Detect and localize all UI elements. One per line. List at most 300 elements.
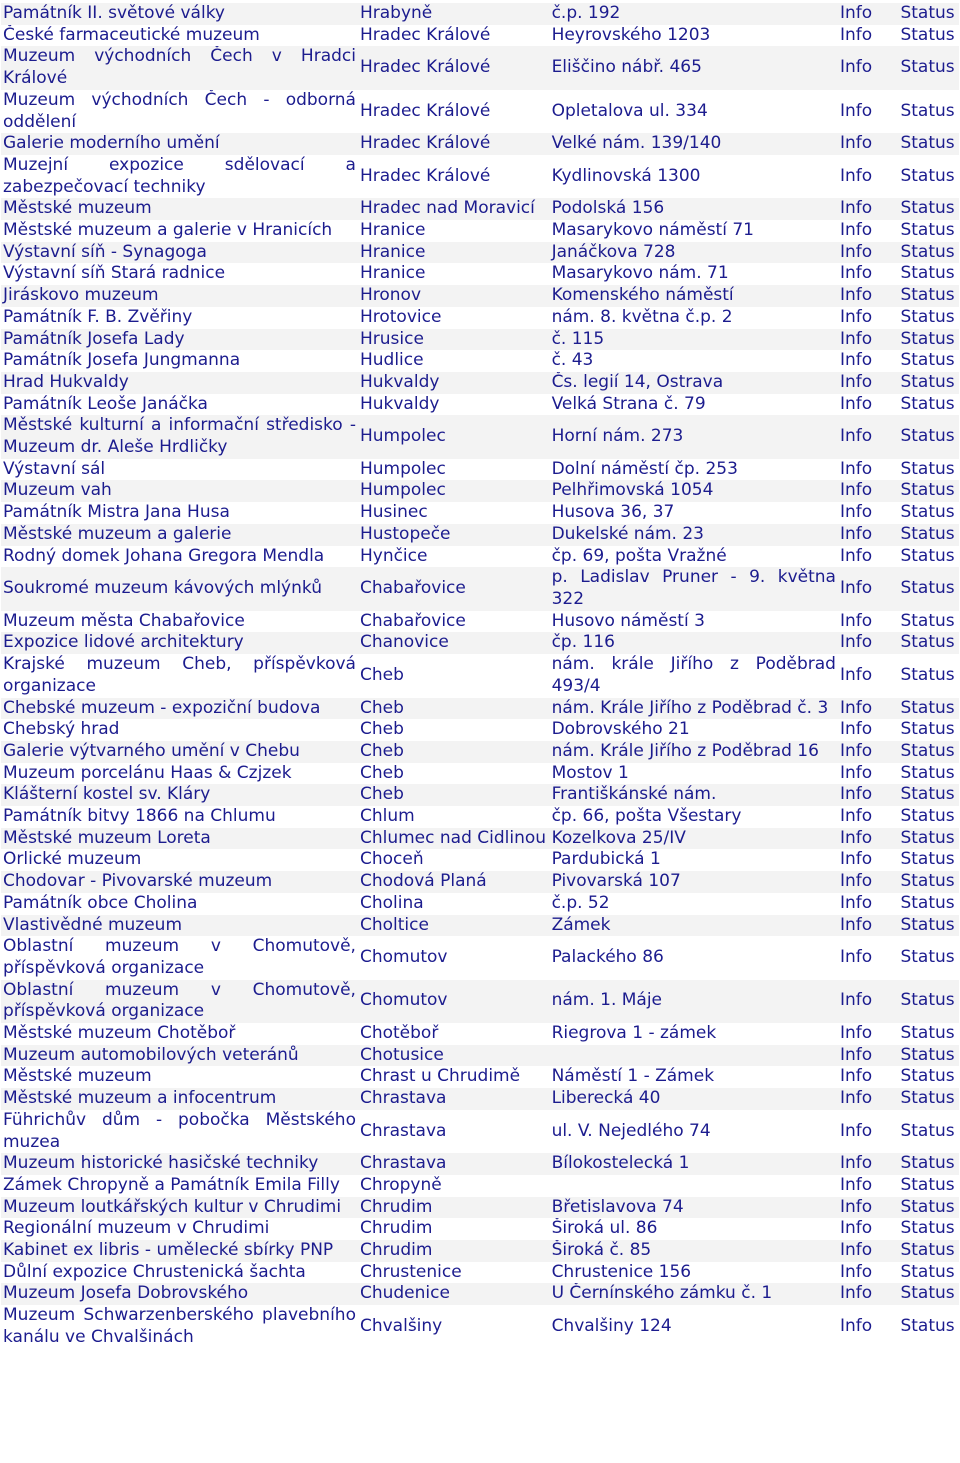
city-cell: Chrastava bbox=[358, 1153, 550, 1175]
table-row bbox=[1, 25, 959, 47]
address-cell: Břetislavova 74 bbox=[550, 1197, 838, 1219]
museum-name-cell: Galerie výtvarného umění v Chebu bbox=[1, 741, 358, 763]
museum-name-cell: Památník F. B. Zvěřiny bbox=[1, 307, 358, 329]
address-cell: U Černínského zámku č. 1 bbox=[550, 1283, 838, 1305]
info-link[interactable]: Info bbox=[838, 3, 899, 25]
info-link[interactable]: Info bbox=[838, 459, 899, 481]
museum-name-cell: Muzejní expozice sdělovací a zabezpečovací techniky bbox=[3, 154, 356, 197]
table-row bbox=[1, 719, 959, 741]
museum-name-cell: Muzeum loutkářských kultur v Chrudimi bbox=[1, 1197, 358, 1219]
city-cell: Cheb bbox=[358, 784, 550, 806]
table-row bbox=[1, 1088, 959, 1110]
status-link[interactable]: Status bbox=[898, 307, 959, 329]
info-link[interactable]: Info bbox=[838, 1110, 899, 1153]
museum-name-cell: Památník bitvy 1866 na Chlumu bbox=[1, 806, 358, 828]
city-cell: Chabařovice bbox=[358, 611, 550, 633]
museum-name-cell: Městské muzeum Chotěboř bbox=[1, 1023, 358, 1045]
address-cell: nám. krále Jiřího z Poděbrad 493/4 bbox=[551, 654, 836, 696]
status-link[interactable]: Status bbox=[898, 936, 959, 979]
city-cell: Choceň bbox=[358, 849, 550, 871]
status-link[interactable]: Status bbox=[898, 459, 959, 481]
status-link[interactable]: Status bbox=[898, 1262, 959, 1284]
city-cell: Chlumec nad Cidlinou bbox=[358, 828, 550, 850]
status-link[interactable]: Status bbox=[898, 263, 959, 285]
status-link[interactable]: Status bbox=[898, 502, 959, 524]
info-link[interactable]: Info bbox=[838, 242, 899, 264]
address-cell: nám. 8. května č.p. 2 bbox=[550, 307, 838, 329]
info-link[interactable]: Info bbox=[838, 415, 899, 458]
city-cell: Humpolec bbox=[358, 459, 550, 481]
status-link[interactable]: Status bbox=[898, 198, 959, 220]
city-cell: Chotusice bbox=[358, 1045, 550, 1067]
info-link[interactable]: Info bbox=[838, 350, 899, 372]
status-link[interactable]: Status bbox=[898, 698, 959, 720]
city-cell: Hradec Králové bbox=[358, 155, 550, 198]
table-row bbox=[1, 1305, 959, 1348]
status-link[interactable]: Status bbox=[898, 242, 959, 264]
city-cell: Choltice bbox=[358, 915, 550, 937]
status-link[interactable]: Status bbox=[898, 1283, 959, 1305]
address-cell: ul. V. Nejedlého 74 bbox=[550, 1110, 838, 1153]
city-cell: Chodová Planá bbox=[358, 871, 550, 893]
info-link[interactable]: Info bbox=[838, 698, 899, 720]
info-link[interactable]: Info bbox=[838, 25, 899, 47]
status-link[interactable]: Status bbox=[898, 25, 959, 47]
table-row bbox=[1, 1262, 959, 1284]
museum-name-cell: Galerie moderního umění bbox=[1, 133, 358, 155]
museum-name-cell: Vlastivědné muzeum bbox=[1, 915, 358, 937]
address-cell: Dukelské nám. 23 bbox=[550, 524, 838, 546]
status-link[interactable]: Status bbox=[898, 893, 959, 915]
city-cell: Hukvaldy bbox=[358, 372, 550, 394]
museum-name-cell: Památník Mistra Jana Husa bbox=[1, 502, 358, 524]
city-cell: Chudenice bbox=[358, 1283, 550, 1305]
address-cell: Pardubická 1 bbox=[550, 849, 838, 871]
city-cell: Hradec Králové bbox=[358, 25, 550, 47]
info-link[interactable]: Info bbox=[838, 502, 899, 524]
address-cell: čp. 66, pošta Všestary bbox=[550, 806, 838, 828]
status-link[interactable]: Status bbox=[898, 915, 959, 937]
museum-name-cell: Muzeum východních Čech - odborná oddělení bbox=[3, 89, 356, 132]
museum-name-cell: Výstavní sál bbox=[1, 459, 358, 481]
address-cell: čp. 69, pošta Vražné bbox=[550, 546, 838, 568]
status-link[interactable]: Status bbox=[898, 546, 959, 568]
info-link[interactable]: Info bbox=[838, 632, 899, 654]
status-link[interactable]: Status bbox=[898, 1023, 959, 1045]
table-row bbox=[1, 524, 959, 546]
info-link[interactable]: Info bbox=[838, 90, 899, 133]
address-cell: Kozelkova 25/IV bbox=[550, 828, 838, 850]
table-row bbox=[1, 90, 959, 133]
status-link[interactable]: Status bbox=[898, 741, 959, 763]
status-link[interactable]: Status bbox=[898, 46, 959, 89]
table-row bbox=[1, 828, 959, 850]
table-row bbox=[1, 415, 959, 458]
status-link[interactable]: Status bbox=[898, 849, 959, 871]
address-cell: Janáčkova 728 bbox=[550, 242, 838, 264]
address-cell: Husovo náměstí 3 bbox=[550, 611, 838, 633]
status-link[interactable]: Status bbox=[898, 285, 959, 307]
table-row bbox=[1, 1175, 959, 1197]
museum-name-cell: Chodovar - Pivovarské muzeum bbox=[1, 871, 358, 893]
address-cell: Dobrovského 21 bbox=[550, 719, 838, 741]
info-link[interactable]: Info bbox=[838, 329, 899, 351]
status-link[interactable]: Status bbox=[898, 394, 959, 416]
museum-name-cell: Památník obce Cholina bbox=[1, 893, 358, 915]
info-link[interactable]: Info bbox=[838, 394, 899, 416]
city-cell: Hradec Králové bbox=[358, 90, 550, 133]
city-cell: Husinec bbox=[358, 502, 550, 524]
status-link[interactable]: Status bbox=[898, 1110, 959, 1153]
museum-name-cell: Památník Josefa Lady bbox=[1, 329, 358, 351]
status-link[interactable]: Status bbox=[898, 133, 959, 155]
address-cell: Bílokostelecká 1 bbox=[550, 1153, 838, 1175]
status-link[interactable]: Status bbox=[898, 1197, 959, 1219]
table-row bbox=[1, 1045, 959, 1067]
info-link[interactable]: Info bbox=[838, 198, 899, 220]
city-cell: Chrudim bbox=[358, 1240, 550, 1262]
table-row bbox=[1, 502, 959, 524]
table-row bbox=[1, 654, 959, 697]
address-cell: Chvalšiny 124 bbox=[550, 1305, 838, 1348]
museum-name-cell: Muzeum Josefa Dobrovského bbox=[1, 1283, 358, 1305]
table-row bbox=[1, 155, 959, 198]
table-row bbox=[1, 263, 959, 285]
table-row bbox=[1, 220, 959, 242]
museum-name-cell: Oblastní muzeum v Chomutově, příspěvková organizace bbox=[3, 936, 356, 978]
table-row bbox=[1, 307, 959, 329]
table-row bbox=[1, 1240, 959, 1262]
status-link[interactable]: Status bbox=[898, 1153, 959, 1175]
city-cell: Cheb bbox=[358, 741, 550, 763]
status-link[interactable]: Status bbox=[898, 828, 959, 850]
status-link[interactable]: Status bbox=[898, 480, 959, 502]
city-cell: Chomutov bbox=[358, 980, 550, 1023]
city-cell: Chvalšiny bbox=[358, 1305, 550, 1348]
status-link[interactable]: Status bbox=[898, 632, 959, 654]
museum-name-cell: Kabinet ex libris - umělecké sbírky PNP bbox=[1, 1240, 358, 1262]
museum-name-cell: Městské muzeum bbox=[1, 198, 358, 220]
city-cell: Chrudim bbox=[358, 1218, 550, 1240]
table-row bbox=[1, 632, 959, 654]
status-link[interactable]: Status bbox=[898, 372, 959, 394]
museum-name-cell: Výstavní síň Stará radnice bbox=[1, 263, 358, 285]
table-row bbox=[1, 567, 959, 610]
address-cell: Masarykovo nám. 71 bbox=[550, 263, 838, 285]
museum-name-cell: Městské muzeum a infocentrum bbox=[1, 1088, 358, 1110]
status-link[interactable]: Status bbox=[898, 415, 959, 458]
status-link[interactable]: Status bbox=[898, 524, 959, 546]
status-link[interactable]: Status bbox=[898, 1066, 959, 1088]
info-link[interactable]: Info bbox=[838, 372, 899, 394]
info-link[interactable]: Info bbox=[838, 980, 899, 1023]
city-cell: Hradec nad Moravicí bbox=[358, 198, 550, 220]
info-link[interactable]: Info bbox=[838, 263, 899, 285]
info-link[interactable]: Info bbox=[838, 1262, 899, 1284]
info-link[interactable]: Info bbox=[838, 1283, 899, 1305]
table-row bbox=[1, 394, 959, 416]
status-link[interactable]: Status bbox=[898, 1175, 959, 1197]
table-row bbox=[1, 546, 959, 568]
status-link[interactable]: Status bbox=[898, 3, 959, 25]
table-row bbox=[1, 806, 959, 828]
city-cell: Hrusice bbox=[358, 329, 550, 351]
museum-table-body bbox=[1, 3, 959, 1349]
info-link[interactable]: Info bbox=[838, 546, 899, 568]
address-cell: č.p. 52 bbox=[550, 893, 838, 915]
city-cell: Chrast u Chrudimě bbox=[358, 1066, 550, 1088]
status-link[interactable]: Status bbox=[898, 155, 959, 198]
info-link[interactable]: Info bbox=[838, 893, 899, 915]
table-row bbox=[1, 329, 959, 351]
info-link[interactable]: Info bbox=[838, 524, 899, 546]
table-row bbox=[1, 936, 959, 979]
city-cell: Cheb bbox=[358, 698, 550, 720]
status-link[interactable]: Status bbox=[898, 763, 959, 785]
museum-name-cell: Muzeum města Chabařovice bbox=[1, 611, 358, 633]
address-cell bbox=[550, 1045, 838, 1067]
address-cell: Horní nám. 273 bbox=[550, 415, 838, 458]
museum-name-cell: České farmaceutické muzeum bbox=[1, 25, 358, 47]
city-cell: Chrudim bbox=[358, 1197, 550, 1219]
address-cell: Pelhřimovská 1054 bbox=[550, 480, 838, 502]
address-cell: Heyrovského 1203 bbox=[550, 25, 838, 47]
info-link[interactable]: Info bbox=[838, 1066, 899, 1088]
status-link[interactable]: Status bbox=[898, 611, 959, 633]
info-link[interactable]: Info bbox=[838, 46, 899, 89]
city-cell: Chlum bbox=[358, 806, 550, 828]
table-row bbox=[1, 1283, 959, 1305]
info-link[interactable]: Info bbox=[838, 719, 899, 741]
museum-name-cell: Památník Josefa Jungmanna bbox=[1, 350, 358, 372]
museum-name-cell: Památník Leoše Janáčka bbox=[1, 394, 358, 416]
address-cell: Husova 36, 37 bbox=[550, 502, 838, 524]
status-link[interactable]: Status bbox=[898, 980, 959, 1023]
city-cell: Humpolec bbox=[358, 480, 550, 502]
info-link[interactable]: Info bbox=[838, 567, 899, 610]
table-row bbox=[1, 915, 959, 937]
table-row bbox=[1, 285, 959, 307]
info-link[interactable]: Info bbox=[838, 763, 899, 785]
info-link[interactable]: Info bbox=[838, 828, 899, 850]
address-cell: p. Ladislav Pruner - 9. května 322 bbox=[551, 567, 836, 609]
museum-name-cell: Orlické muzeum bbox=[1, 849, 358, 871]
city-cell: Hynčice bbox=[358, 546, 550, 568]
info-link[interactable]: Info bbox=[838, 741, 899, 763]
info-link[interactable]: Info bbox=[838, 1197, 899, 1219]
table-row bbox=[1, 611, 959, 633]
city-cell: Chrastava bbox=[358, 1088, 550, 1110]
city-cell: Hrotovice bbox=[358, 307, 550, 329]
info-link[interactable]: Info bbox=[838, 285, 899, 307]
table-row bbox=[1, 242, 959, 264]
museum-name-cell: Hrad Hukvaldy bbox=[1, 372, 358, 394]
city-cell: Chrastava bbox=[358, 1110, 550, 1153]
status-link[interactable]: Status bbox=[898, 1045, 959, 1067]
museum-name-cell: Důlní expozice Chrustenická šachta bbox=[1, 1262, 358, 1284]
info-link[interactable]: Info bbox=[838, 307, 899, 329]
museum-name-cell: Regionální muzeum v Chrudimi bbox=[1, 1218, 358, 1240]
city-cell: Hradec Králové bbox=[358, 133, 550, 155]
museum-name-cell: Rodný domek Johana Gregora Mendla bbox=[1, 546, 358, 568]
address-cell: Františkánské nám. bbox=[550, 784, 838, 806]
museum-name-cell: Muzeum historické hasičské techniky bbox=[1, 1153, 358, 1175]
status-link[interactable]: Status bbox=[898, 567, 959, 610]
museum-name-cell: Krajské muzeum Cheb, příspěvková organizace bbox=[3, 654, 356, 696]
status-link[interactable]: Status bbox=[898, 350, 959, 372]
city-cell: Hustopeče bbox=[358, 524, 550, 546]
info-link[interactable]: Info bbox=[838, 611, 899, 633]
table-row bbox=[1, 1066, 959, 1088]
address-cell: Masarykovo náměstí 71 bbox=[550, 220, 838, 242]
address-cell bbox=[550, 1175, 838, 1197]
table-row bbox=[1, 871, 959, 893]
status-link[interactable]: Status bbox=[898, 1088, 959, 1110]
table-row bbox=[1, 3, 959, 25]
status-link[interactable]: Status bbox=[898, 784, 959, 806]
info-link[interactable]: Info bbox=[838, 133, 899, 155]
address-cell: Kydlinovská 1300 bbox=[550, 155, 838, 198]
status-link[interactable]: Status bbox=[898, 871, 959, 893]
status-link[interactable]: Status bbox=[898, 1305, 959, 1348]
info-link[interactable]: Info bbox=[838, 806, 899, 828]
info-link[interactable]: Info bbox=[838, 220, 899, 242]
address-cell: Zámek bbox=[550, 915, 838, 937]
city-cell: Cheb bbox=[358, 763, 550, 785]
address-cell: č.p. 192 bbox=[550, 3, 838, 25]
table-row bbox=[1, 1110, 959, 1153]
museum-name-cell: Führichův dům - pobočka Městského muzea bbox=[3, 1109, 356, 1152]
address-cell: Opletalova ul. 334 bbox=[550, 90, 838, 133]
table-row bbox=[1, 784, 959, 806]
status-link[interactable]: Status bbox=[898, 719, 959, 741]
info-link[interactable]: Info bbox=[838, 1023, 899, 1045]
city-cell: Chotěboř bbox=[358, 1023, 550, 1045]
info-link[interactable]: Info bbox=[838, 915, 899, 937]
address-cell: Náměstí 1 - Zámek bbox=[550, 1066, 838, 1088]
address-cell: nám. Krále Jiřího z Poděbrad 16 bbox=[550, 741, 838, 763]
city-cell: Hranice bbox=[358, 242, 550, 264]
city-cell: Humpolec bbox=[358, 415, 550, 458]
museum-name-cell: Klášterní kostel sv. Kláry bbox=[1, 784, 358, 806]
address-cell: Mostov 1 bbox=[550, 763, 838, 785]
city-cell: Hronov bbox=[358, 285, 550, 307]
status-link[interactable]: Status bbox=[898, 220, 959, 242]
address-cell: Chrustenice 156 bbox=[550, 1262, 838, 1284]
address-cell: Pivovarská 107 bbox=[550, 871, 838, 893]
address-cell: č. 115 bbox=[550, 329, 838, 351]
info-link[interactable]: Info bbox=[838, 1045, 899, 1067]
table-row bbox=[1, 46, 959, 89]
table-row bbox=[1, 893, 959, 915]
address-cell: Široká č. 85 bbox=[550, 1240, 838, 1262]
museum-name-cell: Muzeum automobilových veteránů bbox=[1, 1045, 358, 1067]
table-row bbox=[1, 741, 959, 763]
status-link[interactable]: Status bbox=[898, 329, 959, 351]
museum-name-cell: Městské muzeum a galerie v Hranicích bbox=[1, 220, 358, 242]
address-cell: Riegrova 1 - zámek bbox=[550, 1023, 838, 1045]
museum-name-cell: Oblastní muzeum v Chomutově, příspěvková organizace bbox=[3, 979, 356, 1022]
address-cell: nám. 1. Máje bbox=[550, 980, 838, 1023]
museum-name-cell: Městské kulturní a informační středisko - Muzeum dr. Aleše Hrdličky bbox=[3, 415, 356, 458]
table-row bbox=[1, 350, 959, 372]
info-link[interactable]: Info bbox=[838, 1088, 899, 1110]
museum-name-cell: Zámek Chropyně a Památník Emila Filly bbox=[1, 1175, 358, 1197]
table-row bbox=[1, 763, 959, 785]
address-cell: Velká Strana č. 79 bbox=[550, 394, 838, 416]
city-cell: Cheb bbox=[358, 654, 550, 697]
info-link[interactable]: Info bbox=[838, 849, 899, 871]
museum-name-cell: Expozice lidové architektury bbox=[1, 632, 358, 654]
status-link[interactable]: Status bbox=[898, 1218, 959, 1240]
table-row bbox=[1, 1218, 959, 1240]
status-link[interactable]: Status bbox=[898, 1240, 959, 1262]
info-link[interactable]: Info bbox=[838, 1218, 899, 1240]
address-cell: Eliščino nábř. 465 bbox=[550, 46, 838, 89]
table-row bbox=[1, 849, 959, 871]
city-cell: Chrustenice bbox=[358, 1262, 550, 1284]
address-cell: č. 43 bbox=[550, 350, 838, 372]
info-link[interactable]: Info bbox=[838, 1240, 899, 1262]
museum-name-cell: Chebské muzeum - expoziční budova bbox=[1, 698, 358, 720]
museum-name-cell: Muzeum porcelánu Haas & Czjzek bbox=[1, 763, 358, 785]
table-row bbox=[1, 198, 959, 220]
table-row bbox=[1, 698, 959, 720]
status-link[interactable]: Status bbox=[898, 654, 959, 697]
address-cell: Podolská 156 bbox=[550, 198, 838, 220]
museum-table bbox=[1, 3, 959, 1349]
city-cell: Chropyně bbox=[358, 1175, 550, 1197]
city-cell: Chanovice bbox=[358, 632, 550, 654]
address-cell: Komenského náměstí bbox=[550, 285, 838, 307]
city-cell: Hrabyně bbox=[358, 3, 550, 25]
table-row bbox=[1, 1153, 959, 1175]
table-row bbox=[1, 133, 959, 155]
address-cell: Široká ul. 86 bbox=[550, 1218, 838, 1240]
info-link[interactable]: Info bbox=[838, 871, 899, 893]
info-link[interactable]: Info bbox=[838, 155, 899, 198]
museum-name-cell: Chebský hrad bbox=[1, 719, 358, 741]
info-link[interactable]: Info bbox=[838, 784, 899, 806]
museum-name-cell: Městské muzeum a galerie bbox=[1, 524, 358, 546]
info-link[interactable]: Info bbox=[838, 1153, 899, 1175]
address-cell: Palackého 86 bbox=[550, 936, 838, 979]
museum-name-cell: Jiráskovo muzeum bbox=[1, 285, 358, 307]
info-link[interactable]: Info bbox=[838, 480, 899, 502]
table-row bbox=[1, 980, 959, 1023]
info-link[interactable]: Info bbox=[838, 1175, 899, 1197]
info-link[interactable]: Info bbox=[838, 1305, 899, 1348]
address-cell: Dolní náměstí čp. 253 bbox=[550, 459, 838, 481]
museum-name-cell: Městské muzeum Loreta bbox=[1, 828, 358, 850]
museum-name-cell: Soukromé muzeum kávových mlýnků bbox=[1, 567, 358, 610]
status-link[interactable]: Status bbox=[898, 90, 959, 133]
status-link[interactable]: Status bbox=[898, 806, 959, 828]
address-cell: čp. 116 bbox=[550, 632, 838, 654]
info-link[interactable]: Info bbox=[838, 936, 899, 979]
table-row bbox=[1, 459, 959, 481]
city-cell: Cholina bbox=[358, 893, 550, 915]
museum-name-cell: Výstavní síň - Synagoga bbox=[1, 242, 358, 264]
museum-name-cell: Muzeum vah bbox=[1, 480, 358, 502]
address-cell: Velké nám. 139/140 bbox=[550, 133, 838, 155]
info-link[interactable]: Info bbox=[838, 654, 899, 697]
museum-name-cell: Muzeum Schwarzenberského plavebního kanálu ve Chvalšinách bbox=[3, 1305, 356, 1347]
address-cell: Čs. legií 14, Ostrava bbox=[550, 372, 838, 394]
address-cell: nám. Krále Jiřího z Poděbrad č. 3 bbox=[550, 698, 838, 720]
museum-name-cell: Památník II. světové války bbox=[1, 3, 358, 25]
city-cell: Hukvaldy bbox=[358, 394, 550, 416]
